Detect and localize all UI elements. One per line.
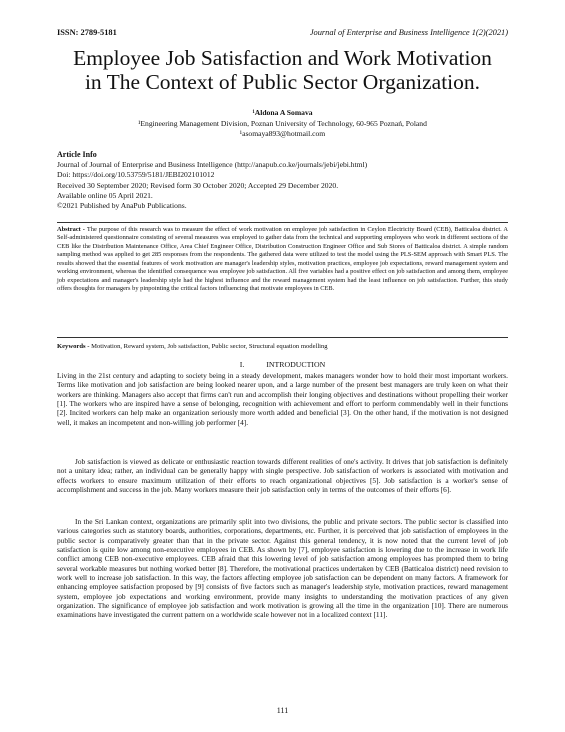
keywords-label: Keywords - (57, 343, 90, 350)
journal-line: Journal of Journal of Enterprise and Business Intelligence (http://anapub.co.ke/journals/jebi/jebi.html) (57, 160, 368, 170)
copyright: ©2021 Published by AnaPub Publications. (57, 201, 187, 211)
page-number: 111 (276, 706, 289, 715)
received-dates: Received 30 September 2020; Revised form 30 October 2020; Accepted 29 December 2020. (57, 180, 339, 190)
running-header (57, 28, 508, 40)
issn: ISSN: 2789-5181 (57, 28, 117, 37)
author-affiliation: ¹Engineering Management Division, Poznan University of Technology, 60-965 Poznań, Poland (138, 119, 427, 128)
abstract-text: The purpose of this research was to measure the effect of work motivation on employee job satisfaction in Ceylon Electricity Board (CEB), Batticaloa district. A Self-administered questionnaire consisting of several measures was employed to gather data from the technical and supporting employees who work in different sections of the CEB like the Distribution Maintenance Office, Area Chief Engineer Office, Distribution Construction Engineer Office and Sub Stores of Batticaloa district. A simple random sampling method was applied to get 285 responses from the respondents. The gathered data were utilized to test the model using the PLS-SEM approach with Smart PLS. The results showed that the essential features of work motivation are manager's leadership styles, motivation practices, employee job expectations, reward management system and working environment, whereas the identified consequence was employee job satisfaction. All five variables had a positive effect on job satisfaction and among them, employee job expectations and manager's leadership style had the highest influence and the reward management system had the least influence on job satisfaction. Further, this study offers thoughts for managers by pinpointing the critical factors influencing that motivate employees in CEB. (57, 226, 508, 293)
author-name: ¹Aldona A Somava (252, 108, 313, 117)
body-paragraph-3: In the Sri Lankan context, organizations are primarily split into two divisions, the public and private sectors. The public sector is classified into various categories such as statutory boards, authorities, corporations, departments, etc. Further, it is perceived that job satisfaction of employees in the public sector is comparatively greater than that in the private sector. Against this general tendency, it is now noted that the current level of job satisfaction is quite low among non-executive employees in CEB. As shown by [7], employee satisfaction is lowering due to the increase in work life conflict among CEB non-executive employees. CEB afraid that this lowering level of job satisfaction among employees has prompted them to bring several workable measures but nothing worked better [8]. Therefore, the motivational practices undertaken by CEB (Batticaloa district) need revision to work well to increase job satisfaction. In this way, the factors affecting employee job satisfaction can be dependent on many factors. A framework for enhancing employee satisfaction proposed by [9] consists of five factors such as manager's leadership style, motivation practices, reward management system, employee job expectations and working environment, provide many insights to understanding the motivation practices of any given organization. The significance of employee job satisfaction and work motivation is growing all the time in the organization [10]. There are numerous examinations have investigated the current pattern on a worldwide scale however not in a localized context [11]. (57, 517, 508, 620)
body-paragraph-2: Job satisfaction is viewed as delicate or enthusiastic reaction towards different realities of one's activity. It drives that job satisfaction is definitely not a unitary idea; rather, an individual can be generally happy with single perspective. Job satisfaction of workers is associated with motivation and effects workers to ensure maximum utilization of their efforts to reach organizational objectives [5]. Job satisfaction is a worker's sense of accomplishment and success in the job. Many workers measure their job satisfaction only in terms of the outcomes of their efforts [6]. (57, 457, 508, 495)
section-title: INTRODUCTION (266, 360, 326, 369)
section-number: I. (239, 360, 245, 369)
rule-top (57, 222, 508, 223)
abstract-label: Abstract - (57, 226, 85, 233)
article-info-heading: Article Info (57, 150, 97, 159)
doi: Doi: https://doi.org/10.53759/5181/JEBI202101012 (57, 170, 215, 180)
body-paragraph-1: Living in the 21st century and adapting to society being in a steady development, makes managers wonder how to hold their most important workers. Terms like motivation and job satisfaction are being looked nearer upon, and a large number of the present best managers are truly keen on what their workers are thinking. Managers also accept that firms can't run and accomplish their longing objectives and destinations without propelling their worker [1]. The workers who are inspired have a sense of belonging, recognition with achievement and effort to perform commendably well in their functions [2]. Incited workers can help make an organization seriously more worth added and beneficial [3]. On the other hand, if the motivation is not designed well, it makes an incompetent and non-willing job performer [4]. (57, 371, 508, 427)
title-line-2: in The Context of Public Sector Organization. (84, 70, 481, 94)
rule-bottom (57, 337, 508, 338)
paper-title (40, 46, 525, 94)
article-info (57, 150, 508, 211)
author-email: ¹asomaya893@hotmail.com (239, 129, 326, 138)
title-line-1: Employee Job Satisfaction and Work Motivation (73, 46, 492, 70)
section-heading (0, 360, 565, 369)
keywords-text: Motivation, Reward system, Job satisfaction, Public sector, Structural equation modelling (91, 343, 328, 350)
available-online: Available online 05 April 2021. (57, 190, 153, 200)
keywords (57, 343, 508, 350)
abstract (57, 226, 508, 294)
journal-citation: Journal of Enterprise and Business Intelligence 1(2)(2021) (309, 28, 508, 37)
